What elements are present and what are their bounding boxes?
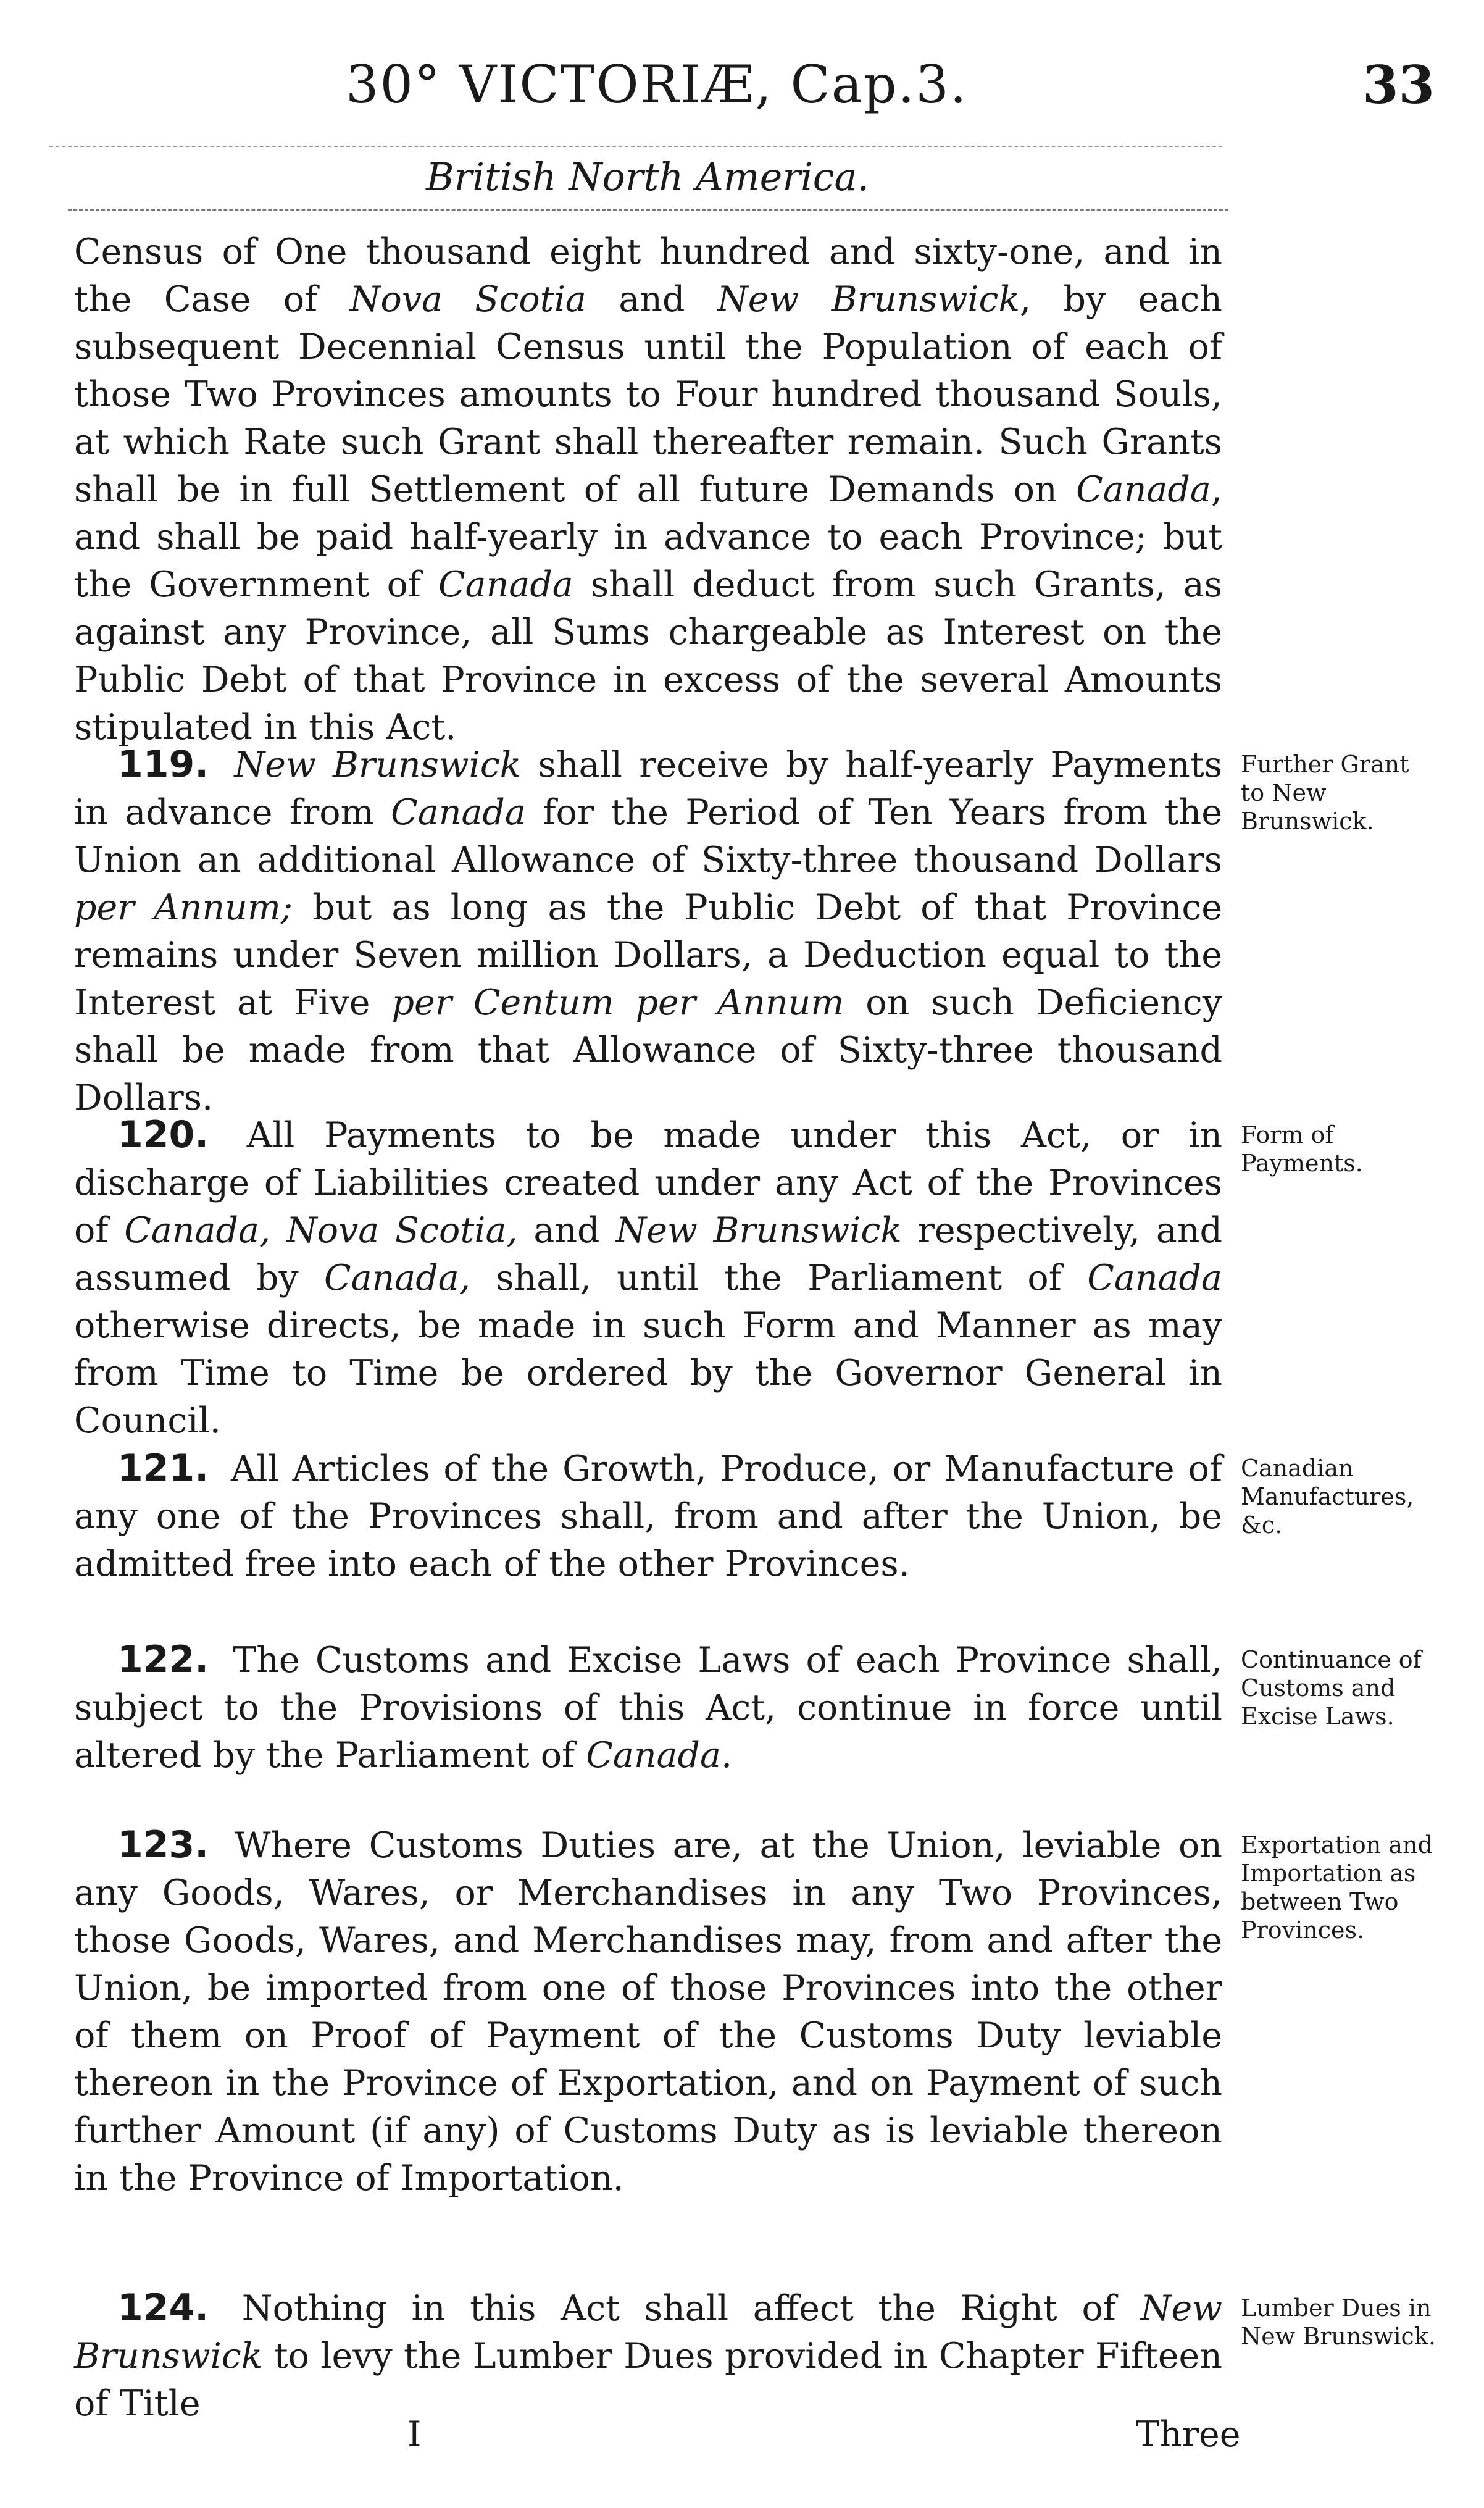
intro-paragraph bbox=[74, 228, 1222, 751]
italic-run: New Brunswick bbox=[234, 745, 522, 785]
text-run: , and shall be paid half-yearly in advance to each Province; but the Government of bbox=[74, 469, 1222, 605]
italic-run: Canada bbox=[1087, 1258, 1222, 1298]
text-run: Nothing in this Act shall affect the Right of bbox=[217, 2288, 1141, 2329]
italic-run: New Brunswick bbox=[615, 1210, 902, 1251]
signature-mark: I bbox=[407, 2414, 422, 2455]
header-rule-upper bbox=[49, 146, 1222, 147]
text-run: but as long as the Public Debt of that Province remains under Seven million Dollars, a Deduction equal to the Interest at Five bbox=[74, 887, 1223, 1023]
margin-note-123: Exportation and Importation as between Two Provinces. bbox=[1241, 1831, 1433, 1944]
section-123 bbox=[74, 1821, 1222, 2202]
section-119 bbox=[74, 741, 1222, 1122]
text-run: for the Period of Ten Years from the Union an additional Allowance of Sixty-three thousand Dollars bbox=[74, 792, 1223, 880]
italic-run: per Annum; bbox=[74, 887, 293, 928]
italic-run: Canada. bbox=[586, 1735, 733, 1776]
italic-run: Canada bbox=[438, 564, 573, 605]
header-rule-lower bbox=[68, 209, 1228, 211]
text-run: respectively, and assumed by bbox=[74, 1210, 1223, 1298]
italic-run: per Centum per Annum bbox=[391, 982, 844, 1023]
text-run: All Articles of the Growth, Produce, or Manufacture of any one of the Provinces shall, from and after the Union, be admitted free into each of the other Provinces. bbox=[74, 1448, 1222, 1584]
margin-note-124: Lumber Dues in New Brunswick. bbox=[1241, 2294, 1436, 2350]
section-number: 124. bbox=[117, 2286, 209, 2330]
section-122 bbox=[74, 1636, 1222, 1779]
section-120 bbox=[74, 1111, 1222, 1445]
italic-run: Nova Scotia bbox=[349, 279, 586, 320]
section-number: 121. bbox=[117, 1447, 209, 1490]
text-run: , by each subsequent Decennial Census until the Population of each of those Two Provinces amounts to Four hundred thousand Souls, at which Rate such Grant shall thereafter remain. Such Grants shall be in full Settlement of all future Demands on bbox=[74, 279, 1223, 510]
text-run: Census of One thousand eight hundred and sixty-one, and in the Case of bbox=[74, 232, 1222, 320]
section-121 bbox=[74, 1445, 1222, 1588]
margin-note-122: Continuance of Customs and Excise Laws. bbox=[1241, 1646, 1422, 1730]
text-run: otherwise directs, be made in such Form and Manner as may from Time to Time be ordered by the Governor General in Council. bbox=[74, 1305, 1222, 1441]
text-run: All Payments to be made under this Act, or in discharge of Liabilities created under any Act of the Provinces of bbox=[74, 1115, 1222, 1251]
section-number: 120. bbox=[117, 1113, 209, 1156]
section-number: 123. bbox=[117, 1823, 209, 1866]
text-run: and bbox=[586, 279, 717, 320]
text-run: to levy the Lumber Dues provided in Chapter Fifteen of Title bbox=[74, 2336, 1222, 2424]
section-number: 122. bbox=[117, 1638, 209, 1681]
section-124 bbox=[74, 2284, 1222, 2428]
margin-note-120: Form of Payments. bbox=[1241, 1121, 1363, 1177]
italic-run: Canada bbox=[1076, 469, 1211, 510]
margin-note-119: Further Grant to New Brunswick. bbox=[1241, 751, 1409, 835]
text-run bbox=[217, 745, 234, 785]
section-number: 119. bbox=[117, 743, 209, 786]
italic-run: New Brunswick bbox=[74, 2288, 1222, 2376]
text-run: The Customs and Excise Laws of each Province shall, subject to the Provisions of this Act, continue in force until altered by the Parliament of bbox=[74, 1640, 1222, 1776]
margin-note-121: Canadian Manufactures, &c. bbox=[1241, 1455, 1414, 1539]
text-run: shall receive by half-yearly Payments in advance from bbox=[74, 745, 1223, 833]
text-run: shall, until the Parliament of bbox=[470, 1258, 1088, 1298]
running-title: 30° VICTORIÆ, Cap.3. bbox=[346, 54, 968, 115]
text-run: shall deduct from such Grants, as against any Province, all Sums chargeable as Interest on the Public Debt of that Province in excess of the several Amounts stipulated in this Act. bbox=[74, 564, 1222, 748]
italic-run: New Brunswick bbox=[717, 279, 1020, 320]
page-number: 33 bbox=[1362, 54, 1435, 115]
italic-run: Canada bbox=[391, 792, 526, 833]
text-run bbox=[270, 1210, 286, 1251]
italic-run: Canada, bbox=[323, 1258, 470, 1298]
running-subtitle: British North America. bbox=[426, 154, 870, 199]
text-run: on such Deficiency shall be made from that Allowance of Sixty-three thousand Dollars. bbox=[74, 982, 1223, 1118]
catchword: Three bbox=[1136, 2414, 1241, 2455]
text-run: and bbox=[517, 1210, 616, 1251]
italic-run: Canada, bbox=[124, 1210, 271, 1251]
text-run: Where Customs Duties are, at the Union, leviable on any Goods, Wares, or Merchandises in any Two Provinces, those Goods, Wares, and Merchandises may, from and after the Union, be imported from one of those Provinces into the other of them on Proof of Payment of the Customs Duty leviable thereon in the Province of Exportation, and on Payment of such further Amount (if any) of Customs Duty as is leviable thereon in the Province of Importation. bbox=[74, 1825, 1222, 2199]
italic-run: Nova Scotia, bbox=[286, 1210, 518, 1251]
